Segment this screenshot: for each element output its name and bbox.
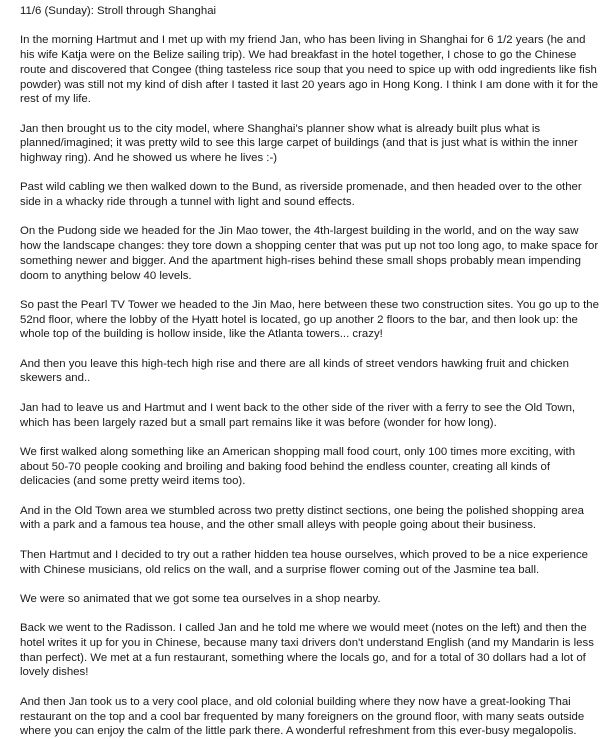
paragraph (20, 592, 600, 607)
paragraph (20, 180, 600, 209)
text-line: skewers and.. (20, 372, 91, 385)
text-line: doom to anything below 40 levels. (20, 269, 192, 282)
paragraph (20, 33, 600, 107)
text-line: than perfect). We met at a fun restaurant, something where the locals go, and for a total of 30 dollars had a lot of (20, 651, 586, 664)
text-line: Then Hartmut and I decided to try out a rather hidden tea house ourselves, which proved to be a nice experience (20, 548, 588, 561)
text-line: In the morning Hartmut and I met up with my friend Jan, who has been living in Shanghai for 6 1/2 years (he and (20, 34, 586, 47)
text-line: side in a whacky ride through a tunnel with light and sound effects. (20, 196, 355, 209)
text-line: his wife Katja were on the Belize sailing trip). We had breakfast in the hotel together, I chose to go the Chinese (20, 49, 577, 62)
text-line: And then Jan took us to a very cool place, and old colonial building where they now have a great-looking Thai (20, 695, 571, 708)
document-body (20, 33, 600, 739)
text-line: Jan then brought us to the city model, where Shanghai's planner show what is already built plus what is (20, 122, 541, 135)
text-line: We first walked along something like an American shopping mall food court, only 100 times more exciting, with (20, 445, 576, 458)
text-line: We were so animated that we got some tea ourselves in a shop nearby. (20, 592, 381, 605)
paragraph (20, 224, 600, 283)
document-title: 11/6 (Sunday): Stroll through Shanghai (20, 5, 217, 17)
text-line: delicacies (and some pretty weird items too). (20, 475, 246, 488)
paragraph (20, 695, 600, 739)
text-line: with Chinese musicians, old relics on the wall, and a surprise flower coming out of the Jasmine tea ball. (20, 563, 540, 576)
text-line: rest of my life. (20, 93, 91, 106)
text-line: highway ring). And he showed us where he lives :-) (20, 152, 278, 164)
paragraph (20, 548, 600, 577)
text-line: And in the Old Town area we stumbled across two pretty distinct sections, one being the polished shopping area (20, 504, 584, 517)
paragraph (20, 504, 600, 533)
text-line: route and discovered that Congee (thing tasteless rice soup that you need to spice up with odd ingredients like fish (20, 63, 597, 76)
text-line: restaurant on the top and a cool bar frequented by many foreigners on the ground floor, with many seats outside (20, 710, 585, 723)
text-line: which has been largely razed but a small part remains like it was before (wonder for how long). (20, 416, 497, 429)
text-line: planned/imagined; it was pretty wild to see this large carpet of buildings (and that is just what is within the inner (20, 137, 578, 150)
paragraph (20, 122, 600, 166)
text-line: with a park and a famous tea house, and the other small alleys with people going about their business. (20, 519, 537, 532)
text-line: where you can enjoy the calm of the little park there. A wonderful refreshment from this ever-busy megalopolis. (20, 725, 577, 738)
text-line: about 50-70 people cooking and broiling and baking food behind the endless counter, creating all kinds of (20, 460, 551, 473)
paragraph (20, 298, 600, 342)
text-line: how the landscape changes: they tore down a shopping center that was put up not too long ago, to make space for (20, 240, 599, 253)
text-line: Past wild cabling we then walked down to the Bund, as riverside promenade, and then headed over to the other (20, 181, 582, 194)
text-line: whole top of the building is hollow inside, like the Atlanta towers... crazy! (20, 328, 383, 341)
paragraph (20, 445, 600, 489)
text-line: lovely dishes! (20, 666, 89, 679)
text-line: On the Pudong side we headed for the Jin Mao tower, the 4th-largest building in the world, and on the way saw (20, 225, 579, 238)
text-line: something newer and bigger. And the apartment high-rises behind these small shops probably mean impending (20, 254, 582, 267)
paragraph (20, 621, 600, 680)
text-line: So past the Pearl TV Tower we headed to the Jin Mao, here between these two construction sites. You go up to the (20, 298, 599, 311)
text-line: And then you leave this high-tech high rise and there are all kinds of street vendors hawking fruit and chicken (20, 357, 569, 370)
text-line: Jan had to leave us and Hartmut and I went back to the other side of the river with a ferry to see the Old Town, (20, 401, 576, 414)
paragraph (20, 401, 600, 430)
text-line: Back we went to the Radisson. I called Jan and he told me where we would meet (notes on the left) and then the (20, 622, 587, 635)
text-line: hotel writes it up for you in Chinese, because many taxi drivers don't understand English (and my Mandarin is less (20, 637, 594, 650)
paragraph (20, 357, 600, 386)
text-line: 52nd floor, where the lobby of the Hyatt hotel is located, go up another 2 floors to the bar, and then look up: the (20, 313, 578, 326)
text-line: powder) was still not my kind of dish after I tasted it last 20 years ago in Hong Kong. I think I am done with it for the (20, 78, 599, 91)
